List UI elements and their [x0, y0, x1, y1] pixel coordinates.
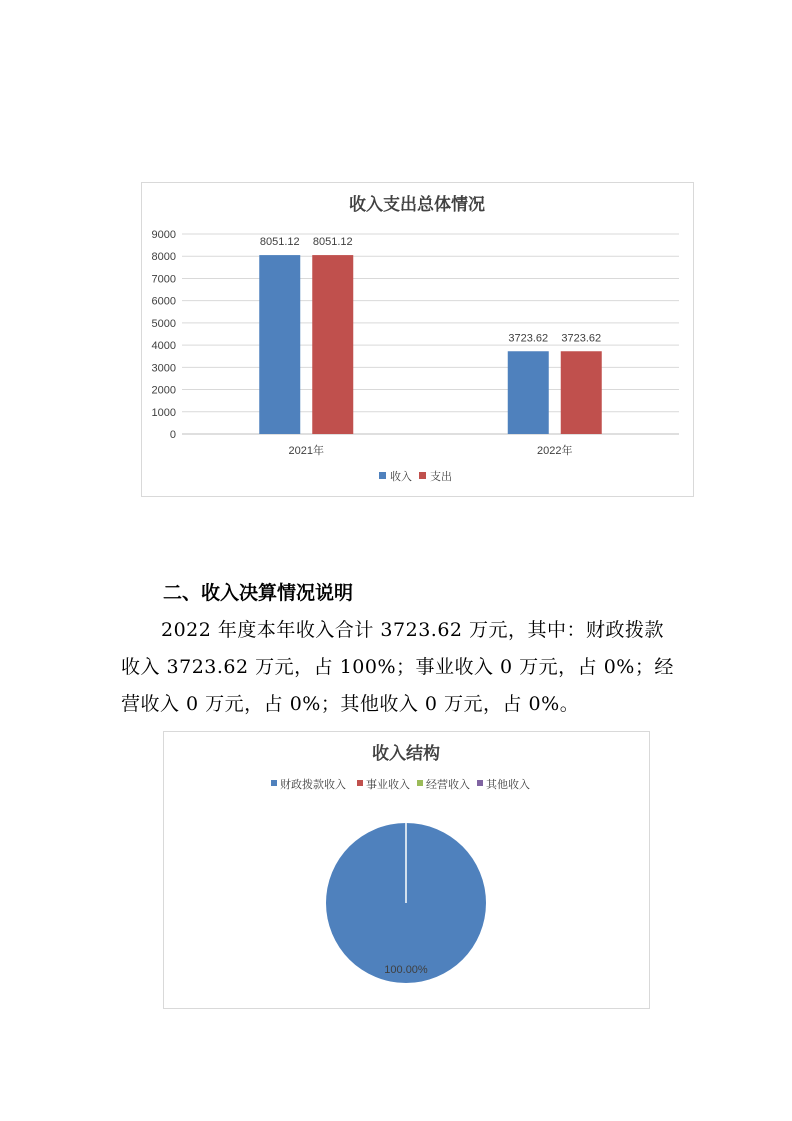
y-tick-label: 1000: [151, 406, 176, 419]
legend-label: 其他收入: [486, 778, 530, 791]
bar-value-label: 3723.62: [508, 332, 549, 345]
y-tick-label: 5000: [151, 317, 176, 330]
paragraph-line: 营收入 0 万元，占 0%；其他收入 0 万元，占 0%。: [121, 693, 580, 715]
legend-label: 经营收入: [426, 778, 470, 791]
pie-data-label: 100.00%: [384, 964, 428, 976]
bar-value-label: 3723.62: [561, 332, 602, 345]
x-tick-label: 2021年: [288, 445, 324, 457]
legend-label: 事业收入: [366, 778, 410, 791]
bar-expense: [561, 351, 602, 434]
bar-chart-title: 收入支出总体情况: [349, 195, 485, 215]
income-structure-pie-chart: [163, 731, 650, 1009]
legend-swatch: [271, 780, 277, 786]
legend-swatch: [477, 780, 483, 786]
bar-expense: [312, 255, 353, 434]
y-tick-label: 3000: [151, 362, 176, 375]
y-tick-label: 7000: [151, 273, 176, 286]
pie-chart-svg: [164, 732, 649, 1008]
legend-swatch: [417, 780, 423, 786]
paragraph-line: 2022 年度本年收入合计 3723.62 万元，其中：财政拨款: [161, 619, 665, 641]
y-tick-label: 2000: [151, 384, 176, 397]
income-expense-bar-chart: [141, 182, 694, 497]
bar-chart-svg: [142, 183, 693, 496]
legend-swatch: [357, 780, 363, 786]
x-tick-label: 2022年: [537, 445, 573, 457]
bar-value-label: 8051.12: [259, 236, 300, 249]
pie-chart-title: 收入结构: [372, 744, 440, 764]
y-tick-label: 0: [169, 429, 176, 441]
y-tick-label: 9000: [151, 229, 176, 241]
legend-swatch: [379, 472, 386, 479]
legend-swatch: [419, 472, 426, 479]
bar-income: [508, 351, 549, 434]
paragraph-line: 收入 3723.62 万元，占 100%；事业收入 0 万元，占 0%；经: [121, 656, 674, 678]
y-tick-label: 8000: [151, 251, 176, 264]
legend-label: 财政拨款收入: [280, 778, 346, 791]
y-tick-label: 4000: [151, 340, 176, 353]
bar-value-label: 8051.12: [312, 236, 353, 249]
legend-label: 支出: [430, 470, 452, 483]
bar-income: [259, 255, 300, 434]
legend-label: 收入: [390, 470, 412, 483]
section-heading: 二、收入决算情况说明: [163, 582, 354, 604]
y-tick-label: 6000: [151, 295, 176, 308]
section-paragraph: [121, 612, 681, 723]
